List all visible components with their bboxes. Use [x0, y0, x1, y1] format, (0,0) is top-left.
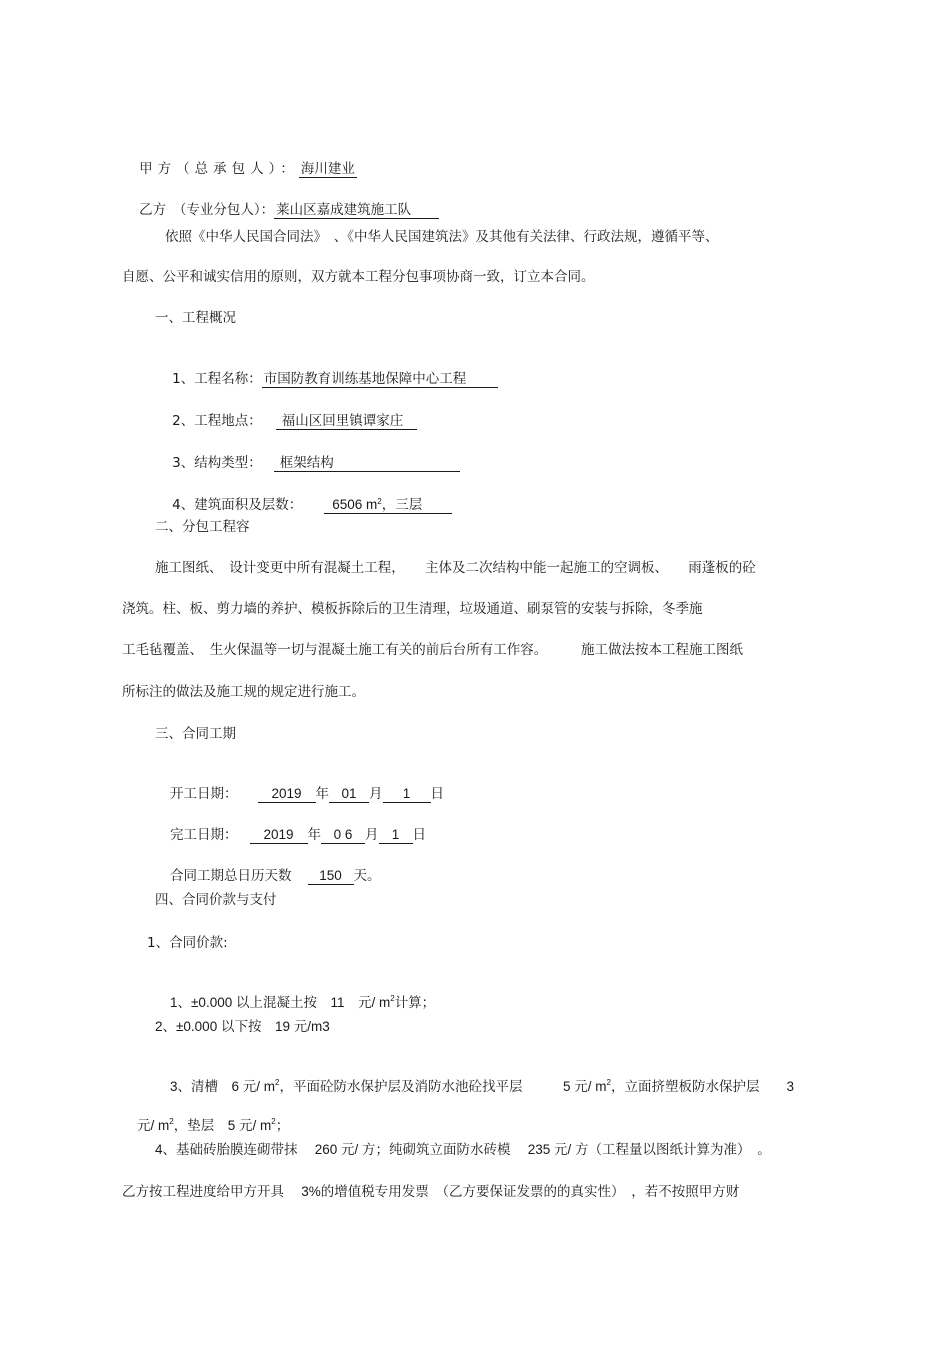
- end-day-unit: 日: [412, 827, 427, 842]
- start-day: 1: [383, 786, 431, 803]
- price-item-4: 4、基础砖胎膜连砌带抹 260 元/ 方；纯砌筑立面防水砖模 235 元/ 方（工程量以图纸计算为准） 。: [155, 1142, 771, 1157]
- price-item-1-suffix: 计算；: [394, 995, 436, 1010]
- project-location-label: 2、工程地点：: [172, 413, 262, 429]
- party-b-value: 莱山区嘉成建筑施工队: [274, 202, 439, 219]
- total-days-label: 合同工期总日历天数: [170, 868, 292, 883]
- section1-heading: 一、工程概况: [155, 310, 236, 326]
- price-item-3-text-b: ，平面砼防水保护层及消防水池砼找平层 5 元/ m: [279, 1079, 607, 1094]
- end-year: 2019: [250, 827, 308, 844]
- price-item-3-text-a: 3、清槽 6 元/ m: [170, 1079, 276, 1094]
- start-day-unit: 日: [430, 786, 445, 801]
- structure-type-label: 3、结构类型：: [172, 455, 262, 471]
- total-days-value: 150: [308, 868, 354, 885]
- price-item-1-sup: 2: [390, 994, 395, 1003]
- scope-line-2: 浇筑。柱、板、剪力墙的养护、模板拆除后的卫生清理，垃圾通道、刷泵管的安装与拆除，冬季施: [122, 601, 703, 617]
- area-superscript: 2: [377, 497, 382, 506]
- intro-line-2: 自愿、公平和诚实信用的原则，双方就本工程分包事项协商一致，订立本合同。: [122, 269, 595, 285]
- start-month-unit: 月: [369, 786, 383, 801]
- start-year-unit: 年: [315, 786, 330, 801]
- section4-heading: 四、合同价款与支付: [155, 892, 277, 908]
- start-year: 2019: [258, 786, 316, 803]
- end-year-unit: 年: [307, 827, 322, 842]
- start-date-label: 开工日期：: [170, 786, 238, 801]
- start-month: 01: [329, 786, 369, 803]
- price-item-3-text-e: ，垫层 5 元/ m: [173, 1118, 272, 1133]
- party-b-label: 乙方 （专业分包人）：: [139, 202, 275, 218]
- scope-line-3: 工毛毡覆盖、 生火保温等一切与混凝土施工有关的前后台所有工作容。 施工做法按本工程施工图纸: [122, 642, 743, 658]
- price-item-3-text-f: ；: [275, 1118, 290, 1133]
- end-date-label: 完工日期：: [170, 827, 238, 842]
- building-area-label: 4、建筑面积及层数：: [172, 497, 303, 513]
- building-area-value: [324, 497, 452, 514]
- project-name-value: 市国防教育训练基地保障中心工程: [262, 371, 499, 388]
- end-month: 0 6: [321, 827, 365, 844]
- end-month-unit: 月: [365, 827, 379, 842]
- end-day: 1: [379, 827, 413, 844]
- intro-line-1: 依照《中华人民国合同法》 、《中华人民国建筑法》及其他有关法律、行政法规，遵循平等、: [165, 229, 719, 245]
- section3-heading: 三、合同工期: [155, 726, 236, 742]
- party-a-value: 海川建业: [300, 161, 355, 177]
- total-days-unit: 天。: [353, 868, 381, 883]
- project-location-value: 福山区回里镇谭家庄: [276, 413, 418, 430]
- section2-heading: 二、分包工程容: [155, 519, 250, 535]
- price-subheading: 1、合同价款:: [147, 935, 228, 951]
- price-item-3-sup-a: 2: [275, 1078, 280, 1087]
- price-item-3-sup-b: 2: [606, 1078, 611, 1087]
- price-item-5: 乙方按工程进度给甲方开具 3%的增值税专用发票 （乙方要保证发票的的真实性） ，若不按照甲方财: [122, 1184, 740, 1199]
- scope-line-4: 所标注的做法及施工规的规定进行施工。: [122, 684, 365, 700]
- area-floors: ，三层: [381, 497, 423, 512]
- price-item-1-text: 1、±0.000 以上混凝土按 11 元/ m: [170, 995, 391, 1010]
- project-name-label: 1、工程名称：: [172, 371, 262, 387]
- structure-type-value: 框架结构: [274, 455, 460, 472]
- price-item-3-sup-d: 2: [271, 1117, 276, 1126]
- price-item-2: 2、±0.000 以下按 19 元/m3: [155, 1019, 330, 1034]
- scope-line-1: 施工图纸、 设计变更中所有混凝土工程， 主体及二次结构中能一起施工的空调板、 雨蓬板的砼: [155, 560, 756, 576]
- price-item-3-sup-c: 2: [169, 1117, 174, 1126]
- area-number: 6506 m: [332, 497, 378, 512]
- price-item-3-text-c: ，立面挤塑板防水保护层 3: [610, 1079, 794, 1094]
- party-a-label: 甲方（总承包人）：: [139, 161, 299, 177]
- price-item-3-text-d: 元/ m: [137, 1118, 170, 1133]
